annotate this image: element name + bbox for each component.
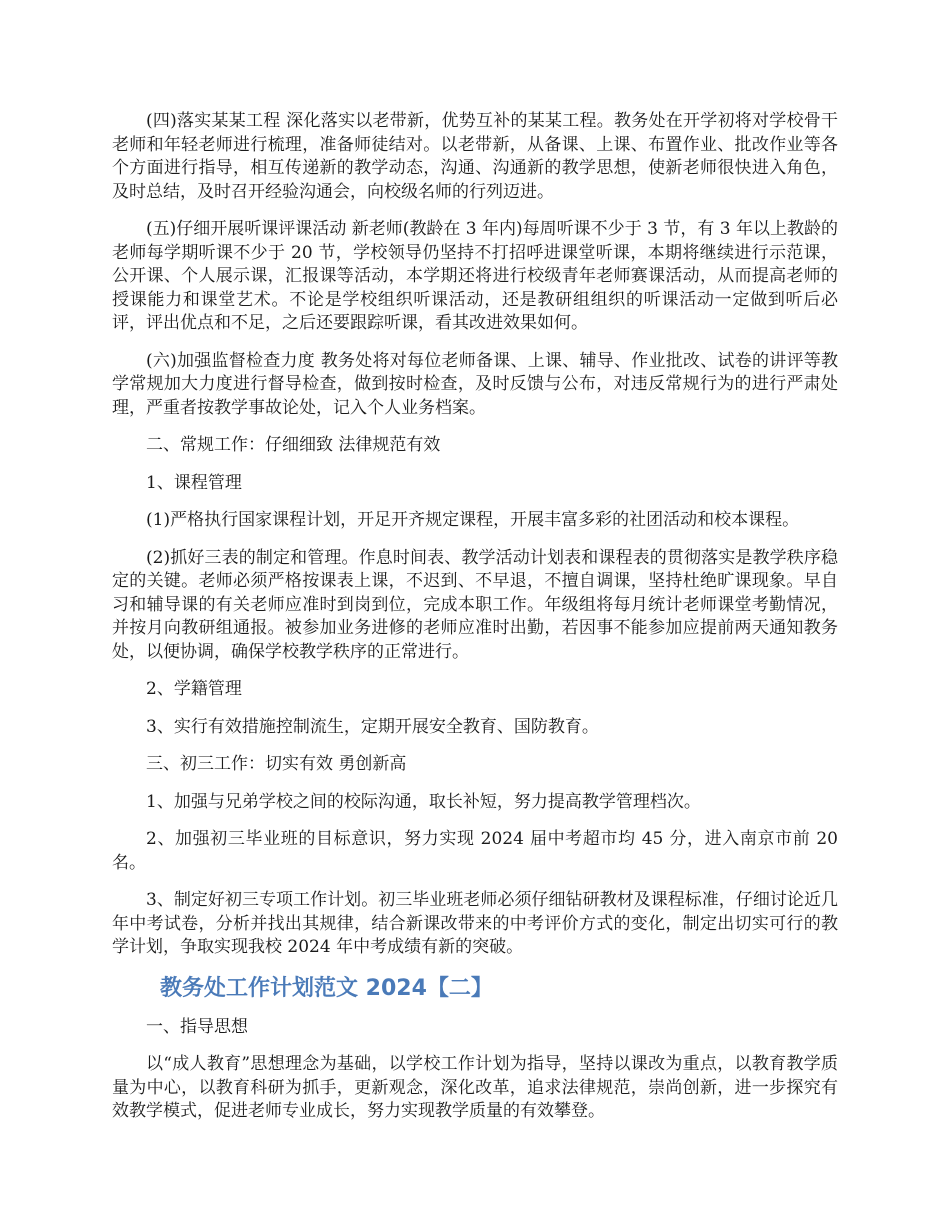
subsection-heading-text: 1、课程管理: [146, 472, 242, 493]
paragraph: (五)仔细开展听课评课活动 新老师(教龄在 3 年内)每周听课不少于 3 节，有 3 年以上教龄的老师每学期听课不少于 20 节，学校领导仍坚持不打招呼进课堂听课，本期将继续进行示范课，公开课、个人展示课，汇报课等活动，本学期还将进行校级青年老师赛课活动，从而提高老师的授课能力和课堂艺术。不论是学校组织听课活动，还是教研组组织的听课活动一定做到听后必评，评出优点和不足，之后还要跟踪听课，看其改进效果如何。: [112, 219, 838, 333]
paragraph: 1、加强与兄弟学校之间的校际沟通，取长补短，努力提高教学管理档次。: [146, 791, 701, 812]
paragraph: (2)抓好三表的制定和管理。作息时间表、教学活动计划表和课程表的贯彻落实是教学秩序稳定的关键。老师必须严格按课表上课，不迟到、不早退，不擅自调课，坚持杜绝旷课现象。早自习和辅导课的有关老师应准时到岗到位，完成本职工作。年级组将每月统计老师课堂考勤情况，并按月向教研组通报。被参加业务进修的老师应准时出勤，若因事不能参加应提前两天通知教务处，以便协调，确保学校教学秩序的正常进行。: [112, 547, 838, 662]
paragraph: 3、制定好初三专项工作计划。初三毕业班老师必须仔细钻研教材及课程标准，仔细讨论近几年中考试卷，分析并找出其规律，结合新课改带来的中考评价方式的变化，制定出切实可行的教学计划，争取实现我校 2024 年中考成绩有新的突破。: [112, 890, 838, 957]
paragraph: (四)落实某某工程 深化落实以老带新，优势互补的某某工程。教务处在开学初将对学校骨干老师和年轻老师进行梳理，准备师徒结对。以老带新，从备课、上课、布置作业、批改作业等各个方面进行指导，相互传递新的教学动态，沟通、沟通新的教学思想，使新老师很快进入角色，及时总结，及时召开经验沟通会，向校级名师的行列迈进。: [112, 111, 838, 202]
paragraph: (1)严格执行国家课程计划，开足开齐规定课程，开展丰富多彩的社团活动和校本课程。: [146, 510, 800, 530]
subsection-heading-text: 2、学籍管理: [146, 679, 242, 699]
section-title: 教务处工作计划范文 2024【二】: [160, 975, 493, 1001]
paragraph: 3、实行有效措施控制流生，定期开展安全教育、国防教育。: [146, 716, 599, 737]
section-heading-text: 二、常规工作：仔细细致 法律规范有效: [146, 435, 441, 455]
paragraph: 2、加强初三毕业班的目标意识，努力实现 2024 届中考超市均 45 分，进入南京市前 20 名。: [112, 829, 838, 873]
section-heading-text: 三、初三工作：切实有效 勇创新高: [146, 754, 407, 774]
paragraph: 以“成人教育”思想理念为基础，以学校工作计划为指导，坚持以课改为重点，以教育教学质量为中心，以教育科研为抓手，更新观念，深化改革，追求法律规范，崇尚创新，进一步探究有效教学模式，促进老师专业成长，努力实现教学质量的有效攀登。: [112, 1054, 838, 1121]
paragraph: (六)加强监督检查力度 教务处将对每位老师备课、上课、辅导、作业批改、试卷的讲评等教学常规加大力度进行督导检查，做到按时检查，及时反馈与公布，对违反常规行为的进行严肃处理，严重者按教学事故论处，记入个人业务档案。: [112, 350, 838, 418]
section-heading-text: 一、指导思想: [146, 1016, 248, 1037]
